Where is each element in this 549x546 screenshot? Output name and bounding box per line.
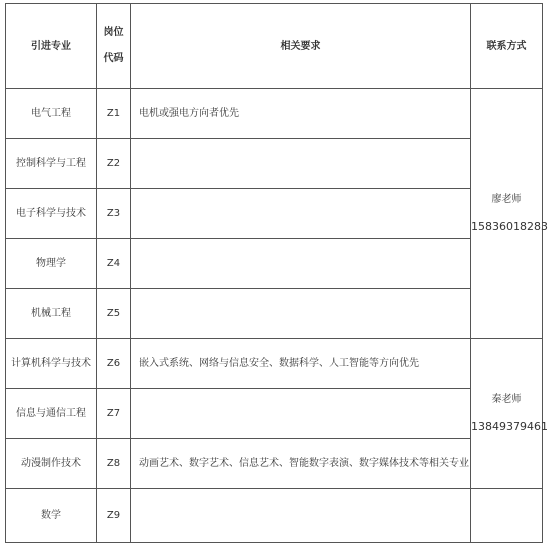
table-row <box>6 139 543 189</box>
major-cell: 计算机科学与技术 <box>6 339 97 389</box>
code-cell: Z6 <box>97 339 131 389</box>
code-cell: Z4 <box>97 239 131 289</box>
major-cell: 电子科学与技术 <box>6 189 97 239</box>
code-cell: Z9 <box>97 489 131 543</box>
requirement-cell <box>131 239 471 289</box>
contact-phone: 13849379461 <box>471 419 548 433</box>
table-row <box>6 439 543 489</box>
table-row <box>6 489 543 543</box>
major-cell: 数学 <box>6 489 97 543</box>
code-cell: Z5 <box>97 289 131 339</box>
code-cell: Z2 <box>97 139 131 189</box>
requirement-cell: 电机或强电方向者优先 <box>131 89 471 139</box>
header-row <box>6 4 543 89</box>
code-cell: Z1 <box>97 89 131 139</box>
contact-phone: 15836018283 <box>471 219 548 233</box>
header-code-line1: 岗位 <box>103 27 124 38</box>
requirement-cell <box>131 289 471 339</box>
requirement-cell <box>131 389 471 439</box>
contact-name: 秦老师 <box>491 393 522 405</box>
table-row <box>6 189 543 239</box>
header-code <box>97 4 131 89</box>
contact-cell <box>471 89 548 339</box>
major-cell: 电气工程 <box>6 89 97 139</box>
header-requirements: 相关要求 <box>131 4 471 89</box>
major-cell: 机械工程 <box>6 289 97 339</box>
table-row <box>6 89 543 139</box>
contact-cell-empty <box>471 489 543 543</box>
table-row <box>6 389 543 439</box>
header-contact: 联系方式 <box>471 4 543 89</box>
major-cell: 动漫制作技术 <box>6 439 97 489</box>
contact-name: 廖老师 <box>491 193 522 205</box>
requirement-cell <box>131 139 471 189</box>
recruitment-table <box>5 3 548 543</box>
table-row <box>6 239 543 289</box>
header-code-line2: 代码 <box>103 53 124 64</box>
code-cell: Z7 <box>97 389 131 439</box>
major-cell: 信息与通信工程 <box>6 389 97 439</box>
requirement-cell <box>131 489 471 543</box>
contact-cell <box>471 339 548 489</box>
major-cell: 控制科学与工程 <box>6 139 97 189</box>
requirement-cell: 动画艺术、数字艺术、信息艺术、智能数字表演、数字媒体技术等相关专业 <box>131 439 471 489</box>
table-row <box>6 289 543 339</box>
major-cell: 物理学 <box>6 239 97 289</box>
requirement-cell: 嵌入式系统、网络与信息安全、数据科学、人工智能等方向优先 <box>131 339 471 389</box>
table-row <box>6 339 543 389</box>
requirement-cell <box>131 189 471 239</box>
code-cell: Z3 <box>97 189 131 239</box>
header-major: 引进专业 <box>6 4 97 89</box>
code-cell: Z8 <box>97 439 131 489</box>
